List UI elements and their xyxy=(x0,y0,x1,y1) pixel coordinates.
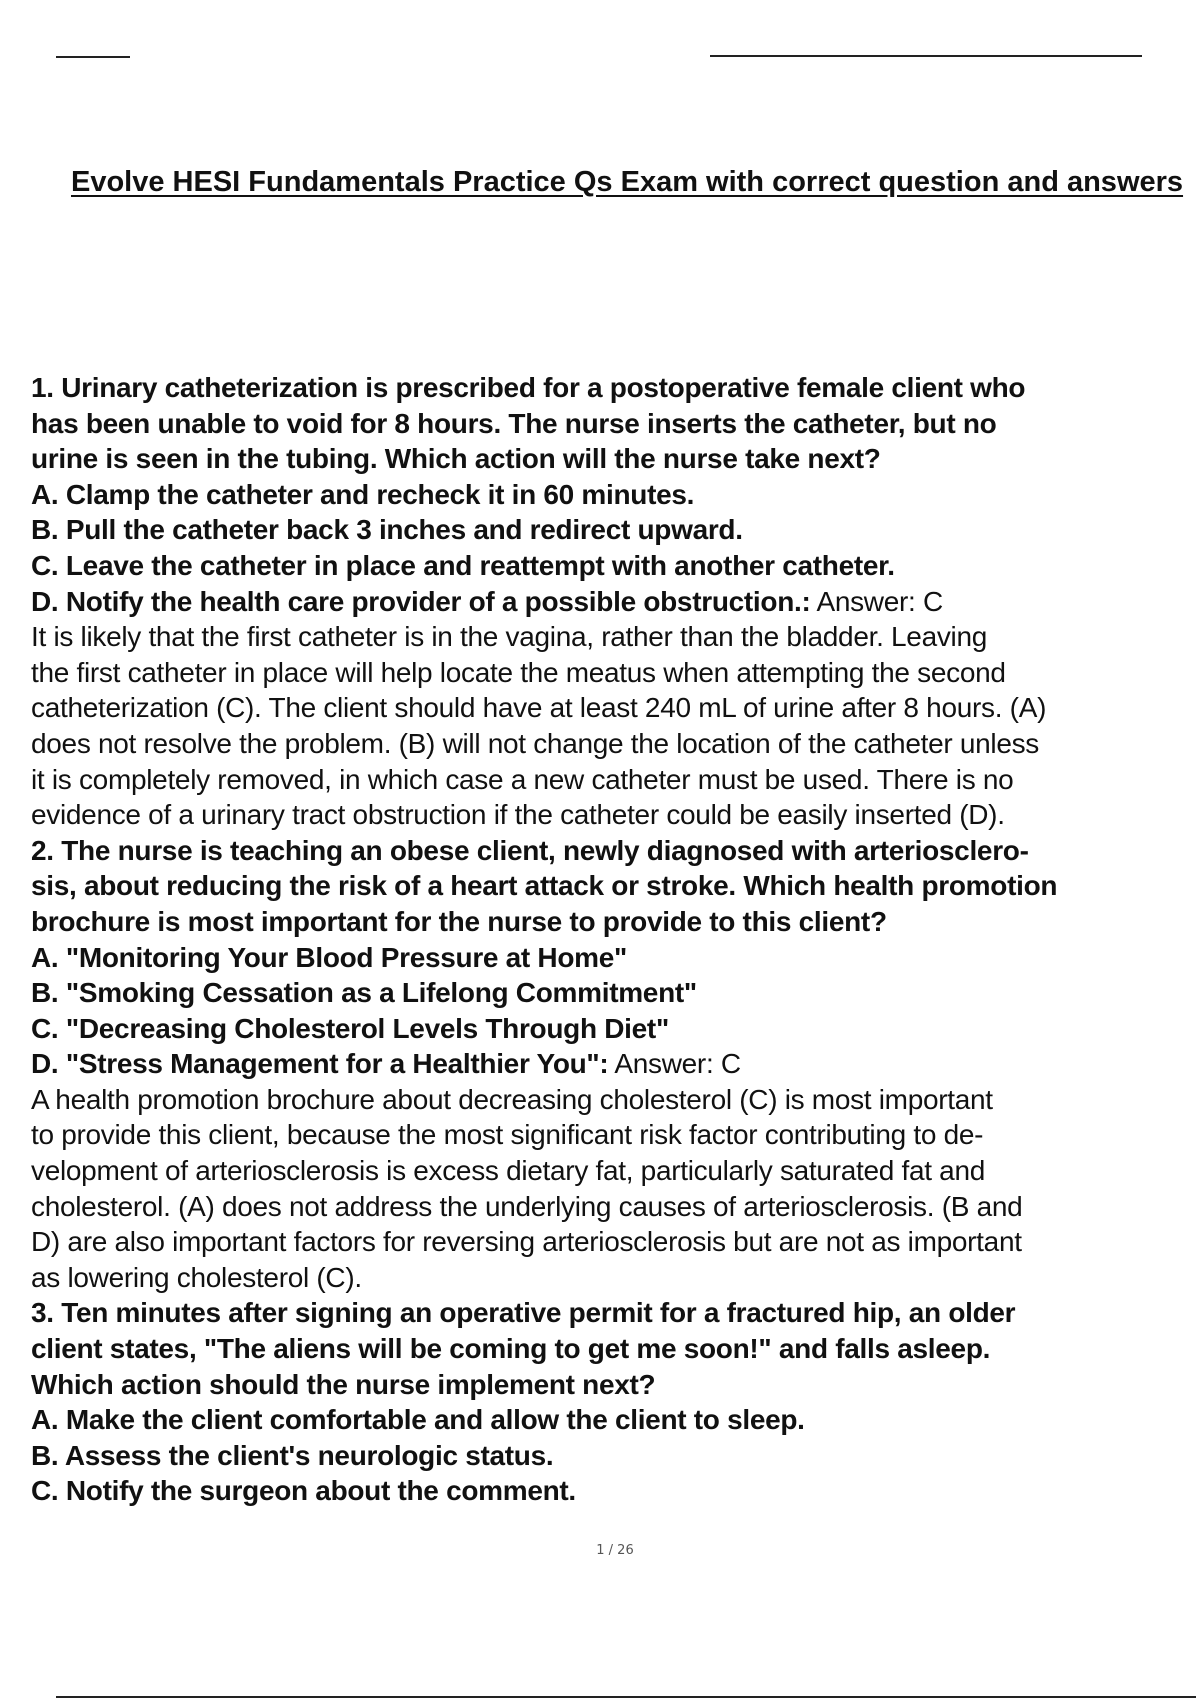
answer-option: D. Notify the health care provider of a possible obstruction.: xyxy=(31,585,811,617)
answer-option: D. "Stress Management for a Healthier You": xyxy=(31,1048,609,1080)
question-1 xyxy=(31,370,1200,833)
rationale-line: to provide this client, because the most significant risk factor contributing to de- xyxy=(31,1119,984,1151)
answer-option: B. "Smoking Cessation as a Lifelong Commitment" xyxy=(31,977,697,1009)
question-stem-line: 1. Urinary catheterization is prescribed for a postoperative female client who xyxy=(31,372,1026,403)
rationale-line: evidence of a urinary tract obstruction if the catheter could be easily inserted (D). xyxy=(31,799,1005,831)
answer-option: A. Make the client comfortable and allow the client to sleep. xyxy=(31,1404,805,1436)
answer-option-line xyxy=(31,1046,1200,1082)
rationale-line: does not resolve the problem. (B) will not change the location of the catheter unless xyxy=(31,727,1039,759)
answer-key: Answer: C xyxy=(816,585,943,617)
question-stem-line: urine is seen in the tubing. Which action will the nurse take next? xyxy=(31,443,881,475)
rationale-line: velopment of arteriosclerosis is excess dietary fat, particularly saturated fat and xyxy=(31,1155,985,1187)
answer-option: A. Clamp the catheter and recheck it in 60 minutes. xyxy=(31,478,695,510)
rationale-line: D) are also important factors for reversing arteriosclerosis but are not as important xyxy=(31,1226,1022,1258)
answer-option: B. Pull the catheter back 3 inches and redirect upward. xyxy=(31,514,743,546)
header-rule-left xyxy=(56,56,130,58)
answer-option: C. Notify the surgeon about the comment. xyxy=(31,1475,576,1507)
answer-option: A. "Monitoring Your Blood Pressure at Home" xyxy=(31,941,628,973)
question-3 xyxy=(31,1295,1200,1509)
question-stem-line: brochure is most important for the nurse to provide to this client? xyxy=(31,905,887,937)
question-stem-line: sis, about reducing the risk of a heart attack or stroke. Which health promotion xyxy=(31,870,1058,902)
rationale-line: catheterization (C). The client should have at least 240 mL of urine after 8 hours. (A) xyxy=(31,692,1047,724)
answer-option: C. Leave the catheter in place and reattempt with another catheter. xyxy=(31,549,895,581)
footer-rule xyxy=(56,1696,1196,1698)
rationale-line: cholesterol. (A) does not address the underlying causes of arteriosclerosis. (B and xyxy=(31,1190,1023,1222)
question-2 xyxy=(31,833,1200,1296)
question-stem-line: client states, "The aliens will be coming to get me soon!" and falls asleep. xyxy=(31,1333,991,1365)
answer-option-line xyxy=(31,584,1200,620)
question-content xyxy=(31,370,1200,1509)
question-stem-line: 2. The nurse is teaching an obese client, newly diagnosed with arteriosclero- xyxy=(31,834,1029,866)
question-stem-line: Which action should the nurse implement next? xyxy=(31,1368,656,1400)
document-title: Evolve HESI Fundamentals Practice Qs Exam with correct question and answers xyxy=(71,166,1184,198)
rationale-line: as lowering cholesterol (C). xyxy=(31,1261,362,1293)
header-rule-right xyxy=(710,55,1142,57)
answer-option: B. Assess the client's neurologic status. xyxy=(31,1439,554,1471)
rationale-line: it is completely removed, in which case a new catheter must be used. There is no xyxy=(31,763,1014,795)
rationale-line: A health promotion brochure about decreasing cholesterol (C) is most important xyxy=(31,1083,993,1115)
page-number: 1 / 26 xyxy=(596,1543,634,1558)
question-stem-line: 3. Ten minutes after signing an operative permit for a fractured hip, an older xyxy=(31,1297,1016,1329)
answer-key: Answer: C xyxy=(614,1048,741,1080)
answer-option: C. "Decreasing Cholesterol Levels Through Diet" xyxy=(31,1012,669,1044)
rationale-line: It is likely that the first catheter is in the vagina, rather than the bladder. Leaving xyxy=(31,621,988,653)
question-stem-line: has been unable to void for 8 hours. The nurse inserts the catheter, but no xyxy=(31,407,997,439)
rationale-line: the first catheter in place will help locate the meatus when attempting the second xyxy=(31,656,1006,688)
